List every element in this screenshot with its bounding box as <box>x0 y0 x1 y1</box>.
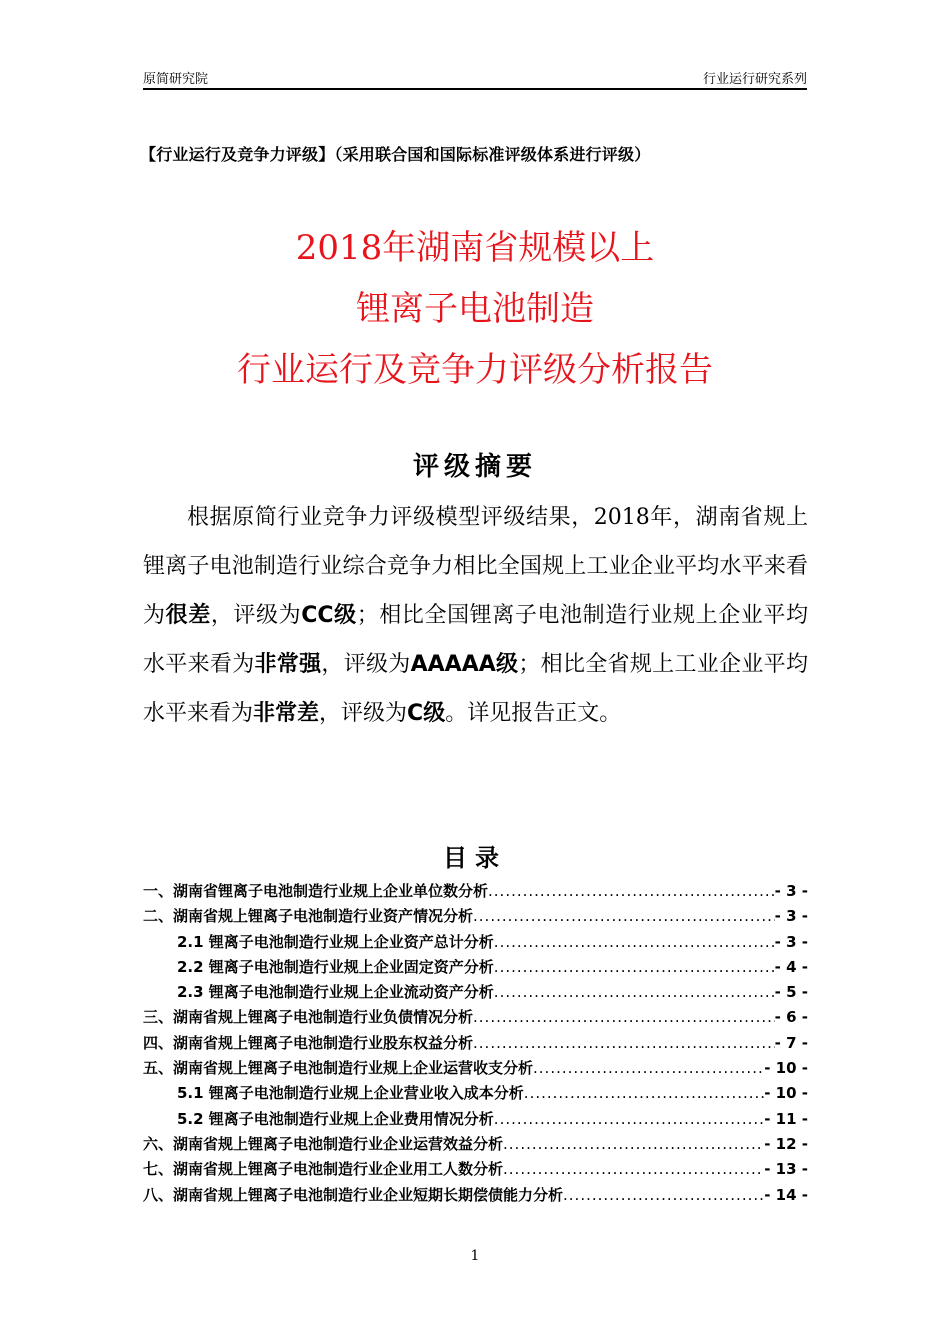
toc-leader <box>503 1157 764 1182</box>
toc-item-page: - 3 - <box>774 882 808 900</box>
report-title <box>0 218 950 401</box>
toc-item[interactable] <box>143 980 808 1005</box>
toc-item-page: - 10 - <box>764 1059 808 1078</box>
rating-tag-line: 【行业运行及竞争力评级】（采用联合国和国际标准评级体系进行评级） <box>140 145 651 164</box>
toc-item-title: 二、湖南省规上锂离子电池制造行业资产情况分析 <box>143 907 474 926</box>
toc-item[interactable] <box>143 1157 808 1182</box>
rating-grade-aaaaa: AAAAA级 <box>410 652 519 677</box>
toc-item-title: 一、湖南省锂离子电池制造行业规上企业单位数分析 <box>143 882 489 900</box>
toc-leader <box>563 1183 764 1208</box>
toc-item-title: 七、湖南省规上锂离子电池制造行业企业用工人数分析 <box>143 1160 504 1179</box>
toc-item-title: 八、湖南省规上锂离子电池制造行业企业短期长期偿债能力分析 <box>143 1185 564 1204</box>
summary-paragraph <box>143 493 808 738</box>
toc-leader <box>494 955 775 980</box>
toc-item-page: - 12 - <box>764 1134 808 1153</box>
toc-leader <box>494 980 775 1005</box>
toc-leader <box>473 1005 775 1030</box>
title-line-3: 行业运行及竞争力评级分析报告 <box>237 350 713 390</box>
toc-item[interactable] <box>143 904 808 929</box>
toc-leader <box>473 1031 775 1056</box>
toc-item-title: 三、湖南省规上锂离子电池制造行业负债情况分析 <box>143 1008 474 1027</box>
page-number: 1 <box>470 1248 480 1264</box>
rating-provincial: 非常差 <box>253 701 320 726</box>
toc-item[interactable] <box>143 1005 808 1030</box>
rating-grade-c: C级 <box>407 701 446 726</box>
toc-item-title: 2.2 锂离子电池制造行业规上企业固定资产分析 <box>177 957 494 976</box>
summary-text: ，评级为 <box>210 603 302 628</box>
toc-item-page: - 13 - <box>764 1160 808 1179</box>
toc-leader <box>533 1056 764 1081</box>
toc-item-title: 5.1 锂离子电池制造行业规上企业营业收入成本分析 <box>177 1084 524 1103</box>
toc-leader <box>473 904 775 929</box>
toc-item-page: - 3 - <box>774 907 808 926</box>
toc-leader <box>494 1107 764 1132</box>
summary-text: 根据原简行业竞争力评级模型评级结果，2018年，湖南省规上锂离子电池制造行业综合竞争力相比全国规上工业企业平均水平来看为 <box>143 505 808 628</box>
summary-heading: 评级摘要 <box>412 452 537 482</box>
toc-leader <box>524 1081 764 1106</box>
header-series: 行业运行研究系列 <box>702 72 807 87</box>
toc-item[interactable] <box>143 1183 808 1208</box>
summary-text: ，评级为 <box>321 652 411 677</box>
toc-item-page: - 4 - <box>774 957 808 976</box>
toc-item-title: 2.1 锂离子电池制造行业规上企业资产总计分析 <box>177 932 494 951</box>
toc-item-page: - 14 - <box>764 1185 808 1204</box>
toc-item-page: - 7 - <box>774 1033 808 1052</box>
toc-item[interactable] <box>143 1107 808 1132</box>
toc-item-title: 5.2 锂离子电池制造行业规上企业费用情况分析 <box>177 1109 494 1128</box>
rating-grade-cc: CC级 <box>301 603 357 628</box>
toc-item-title: 五、湖南省规上锂离子电池制造行业规上企业运营收支分析 <box>143 1059 534 1078</box>
summary-text: ；相比全省规上工业企业平均水平来看为 <box>143 652 808 726</box>
toc-item-page: - 10 - <box>764 1084 808 1103</box>
toc-leader <box>503 1132 764 1157</box>
toc-item-title: 四、湖南省规上锂离子电池制造行业股东权益分析 <box>143 1033 474 1052</box>
rating-national-industrial: 很差 <box>165 603 211 628</box>
toc-item[interactable] <box>143 955 808 980</box>
toc-item-page: - 3 - <box>774 932 808 951</box>
toc-item[interactable] <box>143 1056 808 1081</box>
toc-item[interactable] <box>143 1132 808 1157</box>
toc-item-page: - 5 - <box>774 983 808 1002</box>
toc-item[interactable] <box>143 1081 808 1106</box>
toc-item[interactable] <box>143 879 808 904</box>
toc-item-page: - 6 - <box>774 1008 808 1027</box>
toc-item-title: 六、湖南省规上锂离子电池制造行业企业运营效益分析 <box>143 1134 504 1153</box>
toc-leader <box>488 879 775 904</box>
page-header <box>143 68 807 90</box>
title-line-2: 锂离子电池制造 <box>356 289 594 329</box>
toc-item[interactable] <box>143 1031 808 1056</box>
toc-leader <box>494 930 775 955</box>
summary-text: ，评级为 <box>319 701 408 726</box>
table-of-contents <box>143 879 808 1208</box>
rating-national-industry: 非常强 <box>254 652 322 677</box>
title-line-1: 2018年湖南省规模以上 <box>295 228 655 268</box>
toc-item[interactable] <box>143 930 808 955</box>
summary-text: ；相比全国锂离子电池制造行业规上企业平均水平来看为 <box>143 603 808 677</box>
toc-item-title: 2.3 锂离子电池制造行业规上企业流动资产分析 <box>177 983 494 1002</box>
header-publisher: 原简研究院 <box>143 72 209 87</box>
toc-heading: 目录 <box>443 844 507 872</box>
summary-text: 。详见报告正文。 <box>445 701 622 726</box>
toc-item-page: - 11 - <box>764 1109 808 1128</box>
